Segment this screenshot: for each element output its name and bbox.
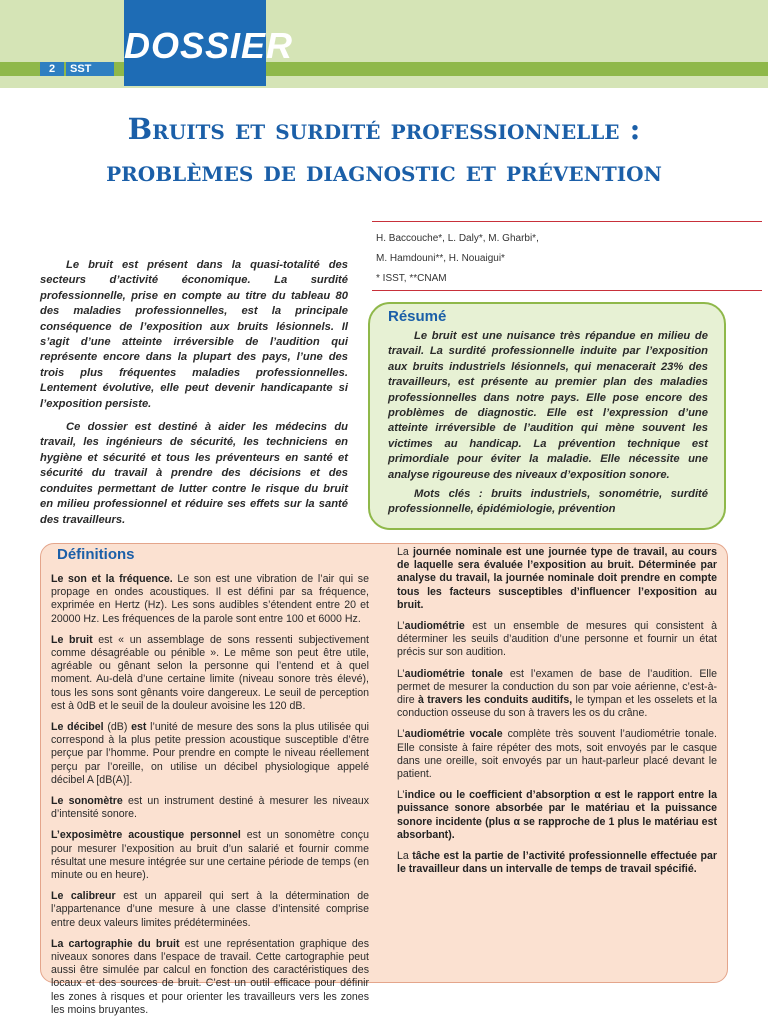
title-line-2: problèmes de diagnostic et prévention: [106, 154, 662, 188]
authors-line-2: M. Hamdouni**, H. Nouaigui*: [376, 253, 505, 264]
magazine-name: SST: [66, 62, 114, 76]
definition-sonometre: Le sonomètre est un instrument destiné à mesurer les niveaux d’intensité sonore.: [51, 795, 369, 821]
definitions-right-column: [397, 546, 717, 884]
divider-top: [372, 221, 762, 222]
abstract-box: [368, 302, 726, 530]
definition-absorption: L’indice ou le coefficient d’absorption α est le rapport entre la puissance sonore absorbée par le matériau et la puissance sonore incidente (plus α se rapproche de 1 plus le matériau est absorbant).: [397, 789, 717, 841]
abstract-text: Le bruit est une nuisance très répandue en milieu de travail. La surdité professionnelle induite par l’exposition aux bruits industriels lésionnels, qui menacerait 23% des travailleurs, est présente au premier plan des maladies professionnelles dans notre pays. Elle pose encore des problèmes de diagnostic. Elle est l’expression d’une atteinte irréversible de l’audition qui mène souvent les victimes au handicap. La prévention technique est primordiale pour éviter la maladie. Elle nécessite une analyse rigoureuse des niveaux d’exposition sonore.: [388, 330, 708, 481]
definition-calibreur: Le calibreur est un appareil qui sert à la détermination de l’appartenance d’une mesure à une classe d’intensité comprise entre deux valeurs limites prédéterminées.: [51, 890, 369, 929]
title-line-1: Bruits et surdité professionnelle :: [127, 112, 641, 146]
authors-block: [376, 229, 756, 289]
definition-audiometrie: L’audiométrie est un ensemble de mesures qui consistent à déterminer les seuils d’audition d’une personne et fournir un état précis sur son audition.: [397, 620, 717, 659]
definition-tache: La tâche est la partie de l’activité professionnelle effectuée par le travailleur dans un intervalle de temps de travail spécifié.: [397, 850, 717, 876]
definitions-box: [40, 543, 728, 1016]
definition-audiometrie-vocale: L’audiométrie vocale complète très souvent l’audiométrie tonale. Elle consiste à faire répéter des mots, soit envoyés par le casque dans une oreille, soit envoyés par un haut-parleur placé devant le patient.: [397, 728, 717, 781]
introduction: [40, 258, 348, 536]
definitions-heading: Définitions: [57, 546, 135, 563]
intro-paragraph-1: Le bruit est présent dans la quasi-totalité des secteurs d’activité économique. La surdité professionnelle, prise en compte au titre du tableau 80 des maladies professionnelles, est la principale conséquence de l’exposition aux bruits lésionnels. Il s’agit d’une atteinte irréversible de l’audition qui représente encore dans la plupart des pays, l’une des trois plus fréquentes maladies professionnelles. Lentement évolutive, elle peut devenir handicapante si l’exposition persiste.: [40, 259, 348, 410]
page-number: 2: [40, 62, 64, 76]
section-label: DOSSIER: [124, 0, 266, 86]
intro-paragraph-2: Ce dossier est destiné à aider les médecins du travail, les ingénieurs de sécurité, les techniciens en hygiène et sécurité et tous les préventeurs en santé et sécurité du travail à prendre des décisions et des conduites permettant de lutter contre le risque du bruit en milieu professionnel et réduire ses effets sur la santé des travailleurs.: [40, 421, 348, 526]
keywords: Mots clés : bruits industriels, sonométrie, surdité professionnelle, épidémiologie, prévention: [388, 488, 708, 516]
article-title: [0, 108, 768, 192]
divider-bottom: [372, 290, 762, 291]
definition-journee: La journée nominale est une journée type de travail, au cours de laquelle sera évaluée l’exposition au bruit. Déterminée par analyse du travail, la journée nominale doit prendre en compte tous les facteurs susceptibles d’influencer l’exposition au bruit.: [397, 546, 717, 611]
definition-bruit: Le bruit est « un assemblage de sons ressenti subjectivement comme désagréable ou pénible ». Le même son peut être utile, agréable ou gênant selon la personne qui l’entend et à quel moment. Au-delà d’une certaine limite (niveau sonore très élevé), tous les sons sont gênants voire dangereux. Le seuil de perception est à 0dB et le seuil de la douleur avoisine les 120 dB.: [51, 633, 369, 712]
abstract-heading: Résumé: [388, 308, 447, 325]
affiliations: * ISST, **CNAM: [376, 273, 447, 284]
definition-son: Le son et la fréquence. Le son est une vibration de l’air qui se propage en ondes acoustiques. Il est défini par sa fréquence, exprimée en Hertz (Hz). Les sons audibles s’étendent entre 20 et 20000 Hz. Les fréquences de la parole sont entre 100 et 6000 Hz.: [51, 573, 369, 625]
header-rule: [0, 62, 768, 76]
definition-audiometrie-tonale: L’audiométrie tonale est l’examen de base de l’audition. Elle permet de mesurer la conduction du son par voie aérienne, c’est-à-dire à travers les conduits auditifs, le tympan et les osselets et la conduction osseuse du son à travers les os du crâne.: [397, 667, 718, 720]
definition-exposimetre: L’exposimètre acoustique personnel est un sonomètre conçu pour mesurer l’exposition au bruit d’un salarié et fournir comme résultat une mesure intégrée sur une certaine période de temps (en minute ou en heure).: [51, 829, 369, 882]
definitions-left-column: [51, 573, 369, 1025]
definition-decibel: Le décibel (dB) est l’unité de mesure des sons la plus utilisée qui correspond à la plus petite pression acoustique susceptible d’être perçue par l’homme. Pour prendre en compte le niveau réellement perçu par l’oreille, on utilise un décibel physiologique appelé décibel A [dB(A)].: [51, 721, 370, 786]
definition-cartographie: La cartographie du bruit est une représentation graphique des niveaux sonores dans l’espace de travail. Cette cartographie peut aussi être simulée par calcul en fonction des caractéristiques des locaux et des sources de bruit. C’est un outil efficace pour définir les zones à risques et pour orienter les travailleurs vers les zones les moins bruyantes.: [51, 937, 369, 1016]
authors-line-1: H. Baccouche*, L. Daly*, M. Gharbi*,: [376, 233, 539, 244]
